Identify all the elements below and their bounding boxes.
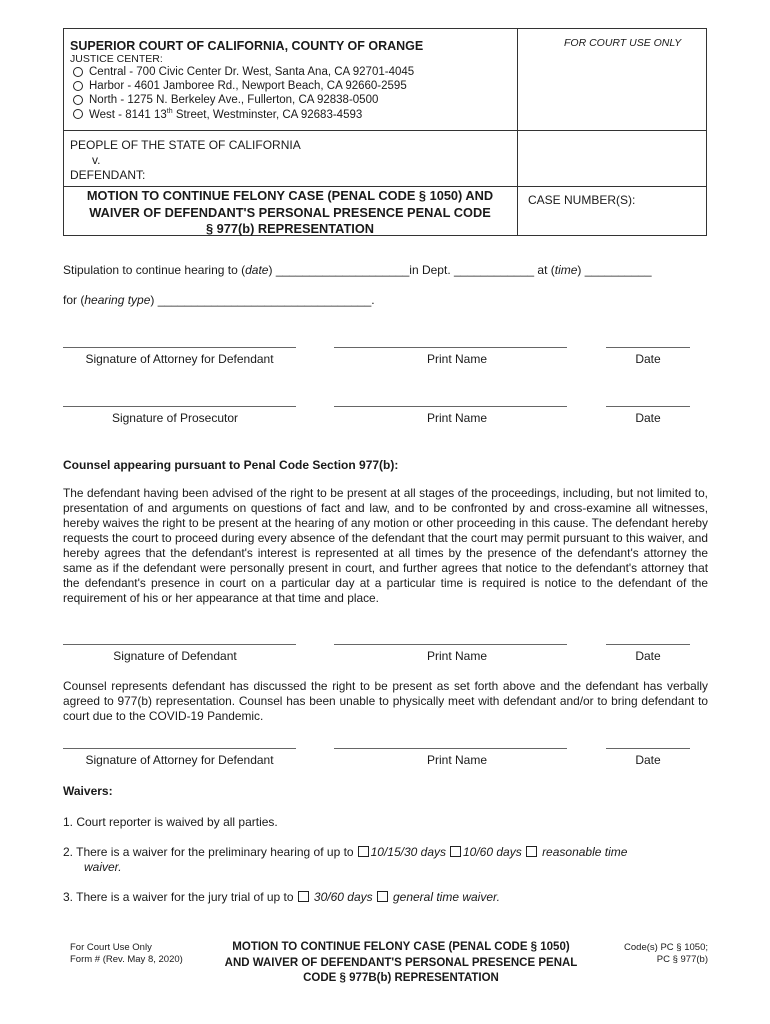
attorney-signature-label: Signature of Attorney for Defendant [85,753,274,767]
caption-divider [517,29,518,235]
defendant-signature-label: Signature of Defendant [113,649,237,663]
print-name-line[interactable] [334,644,567,645]
footer-codes: Code(s) PC § 1050; PC § 977(b) [624,942,708,965]
waiver-item-2: 2. There is a waiver for the preliminary hearing of up to 10/15/30 days 10/60 days reasonable time [63,845,628,859]
footer-title: MOTION TO CONTINUE FELONY CASE (PENAL CODE § 1050) AND WAIVER OF DEFENDANT'S PERSONAL PRESENCE PENAL CODE § 977B(b) REPRESENTATION [224,941,578,984]
print-name-label: Print Name [426,352,488,366]
signature-line[interactable] [63,644,296,645]
stipulation-line[interactable]: Stipulation to continue hearing to (date) ____________________in Dept. ____________ at (time) __________ [63,263,652,277]
justice-center-option-central[interactable] [73,65,414,79]
covid-paragraph: Counsel represents defendant has discussed the right to be present as set forth above and the defendant has verbally agreed to 977(b) representation. Counsel has been unable to physically meet with defendant and/or to bring defendant to court due to the COVID-19 Pandemic. [63,679,708,723]
justice-center-address: West - 8141 13th Street, Westminster, CA 92683-4593 [89,107,363,121]
date-line[interactable] [606,748,690,749]
print-name-line[interactable] [334,406,567,407]
defendant-label: DEFENDANT: [70,168,146,182]
caption-rule [64,186,707,187]
section-977-heading: Counsel appearing pursuant to Penal Code Section 977(b): [63,458,399,472]
radio-button-icon[interactable] [73,109,83,119]
radio-button-icon[interactable] [73,81,83,91]
waiver-item-2-continuation: waiver. [84,860,122,874]
justice-center-option-north[interactable] [73,93,378,107]
waiver-item-1: 1. Court reporter is waived by all parties. [63,815,278,829]
date-label: Date [635,753,661,767]
checkbox-icon[interactable] [298,891,309,902]
versus-label: v. [92,153,101,167]
court-name: SUPERIOR COURT OF CALIFORNIA, COUNTY OF ORANGE [70,39,424,53]
radio-button-icon[interactable] [73,67,83,77]
checkbox-icon[interactable] [377,891,388,902]
waivers-heading: Waivers: [63,784,113,798]
date-label: Date [635,411,661,425]
waiver-item-3: 3. There is a waiver for the jury trial of up to 30/60 days general time waiver. [63,890,500,904]
for-court-use-only-label: FOR COURT USE ONLY [564,37,682,49]
justice-center-address: Central - 700 Civic Center Dr. West, Santa Ana, CA 92701-4045 [89,66,415,78]
signature-line[interactable] [63,347,296,348]
date-line[interactable] [606,406,690,407]
justice-center-option-harbor[interactable] [73,79,407,93]
date-label: Date [635,352,661,366]
signature-line[interactable] [63,406,296,407]
date-line[interactable] [606,644,690,645]
justice-center-address: North - 1275 N. Berkeley Ave., Fullerton, CA 92838-0500 [89,94,379,106]
waiver-paragraph: The defendant having been advised of the right to be present at all stages of the proceedings, including, but not limited to, presentation of and arguments on questions of fact and law, and to be confronted by and cross-examine all witnesses, hereby waives the right to be present at the hearing of any motion or other proceeding in this cause. The defendant hereby requests the court to proceed during every absence of the defendant that the court may permit pursuant to this waiver, and hereby agrees that the defendant's interest is represented at all times by the presence of the defendant's attorney the same as if the defendant were personally present in court, and further agrees that notice to the defendant's attorney that the defendant's presence in court on a particular day at a particular time is required is notice to the defendant of the requirement of his or her appearance at that time and place. [63,486,708,605]
print-name-line[interactable] [334,748,567,749]
justice-center-label: JUSTICE CENTER: [70,53,163,65]
footer-form-info: For Court Use Only Form # (Rev. May 8, 2020) [70,942,183,965]
case-number-label: CASE NUMBER(S): [528,193,636,207]
date-label: Date [635,649,661,663]
caption-rule [517,130,707,131]
attorney-signature-label: Signature of Attorney for Defendant [85,352,274,366]
print-name-line[interactable] [334,347,567,348]
justice-center-option-west[interactable] [73,107,362,121]
prosecutor-signature-label: Signature of Prosecutor [111,411,239,425]
caption-rule [64,130,517,131]
people-label: PEOPLE OF THE STATE OF CALIFORNIA [70,138,301,152]
signature-line[interactable] [63,748,296,749]
checkbox-icon[interactable] [358,846,369,857]
hearing-type-line[interactable]: for (hearing type) ________________________________. [63,293,375,307]
form-title: MOTION TO CONTINUE FELONY CASE (PENAL CODE § 1050) AND WAIVER OF DEFENDANT'S PERSONAL PRESENCE PENAL CODE § 977(b) REPRESENTATION [86,188,494,236]
date-line[interactable] [606,347,690,348]
print-name-label: Print Name [426,649,488,663]
checkbox-icon[interactable] [450,846,461,857]
print-name-label: Print Name [426,753,488,767]
radio-button-icon[interactable] [73,95,83,105]
checkbox-icon[interactable] [526,846,537,857]
print-name-label: Print Name [426,411,488,425]
justice-center-address: Harbor - 4601 Jamboree Rd., Newport Beach, CA 92660-2595 [89,80,407,92]
